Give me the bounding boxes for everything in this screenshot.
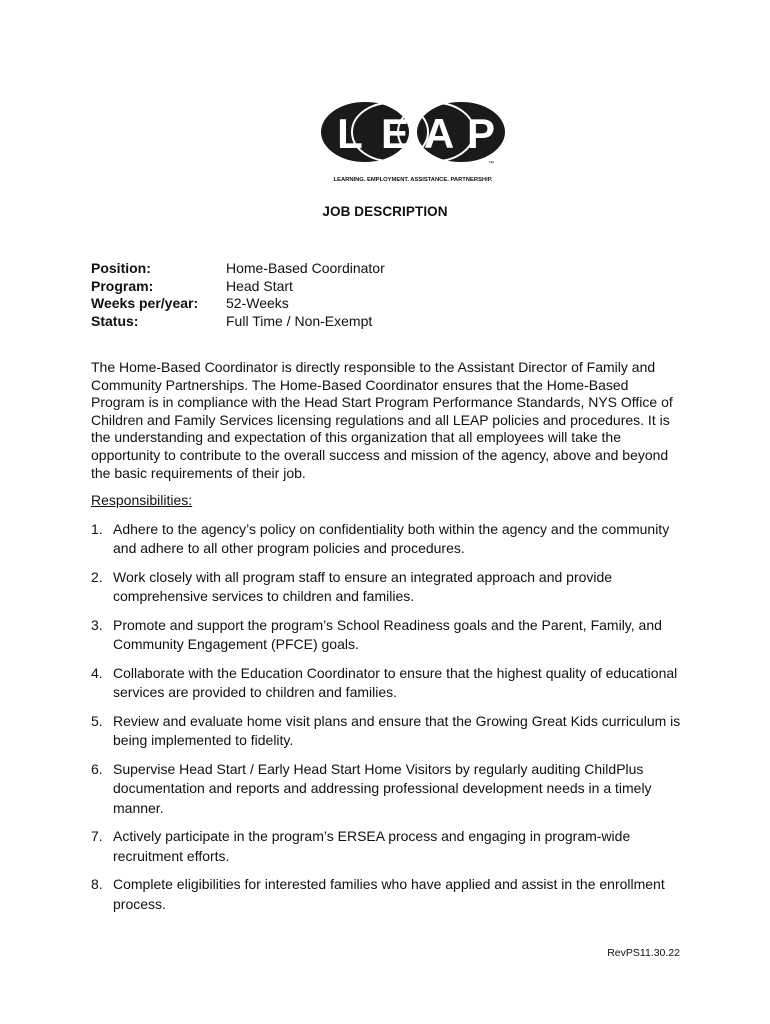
list-item bbox=[91, 712, 685, 751]
list-item-number: 8. bbox=[91, 876, 103, 893]
logo-letter-l: L bbox=[337, 110, 363, 157]
list-item bbox=[91, 760, 685, 818]
list-item-number: 5. bbox=[91, 713, 103, 729]
list-item-text: Complete eligibilities for interested families who have applied and assist in the enrollment process. bbox=[113, 876, 665, 912]
list-item bbox=[91, 568, 685, 607]
list-item-number: 1. bbox=[91, 521, 103, 537]
list-item bbox=[91, 664, 685, 703]
list-item-number: 3. bbox=[91, 617, 103, 633]
list-item-text: Review and evaluate home visit plans and ensure that the Growing Great Kids curriculum is being implemented to fidelity. bbox=[113, 713, 681, 749]
program-label: Program: bbox=[91, 277, 154, 294]
weeks-value: 52-Weeks bbox=[226, 295, 289, 312]
list-item-number: 2. bbox=[91, 569, 103, 585]
position-value: Home-Based Coordinator bbox=[226, 260, 385, 276]
logo-trademark: ™ bbox=[488, 161, 494, 167]
job-info-table bbox=[91, 260, 385, 331]
list-item bbox=[91, 875, 685, 914]
intro-paragraph: The Home-Based Coordinator is directly responsible to the Assistant Director of Family and Community Partnerships. The Home-Based Coordinator ensures that the Home-Based Program is in compliance with the Head Start Program Performance Standards, NYS Office of Children and Family Services licensing regulations and all LEAP policies and procedures. It is the understanding and expectation of this organization that all employees will take the opportunity to contribute to the overall success and mission of the agency, above and beyond the basic requirements of their job. bbox=[91, 359, 673, 481]
program-value: Head Start bbox=[226, 277, 293, 294]
info-row-position bbox=[91, 260, 385, 278]
list-item bbox=[91, 616, 685, 655]
logo-letter-p: P bbox=[466, 110, 496, 157]
list-item-text: Actively participate in the program’s ERSEA process and engaging in program-wide recruitment efforts. bbox=[113, 828, 631, 864]
list-item-text: Adhere to the agency’s policy on confidentiality both within the agency and the community and adhere to all other program policies and procedures. bbox=[113, 521, 670, 557]
page-title: JOB DESCRIPTION bbox=[322, 204, 448, 219]
list-item-number: 6. bbox=[91, 761, 103, 777]
info-row-status bbox=[91, 313, 385, 331]
logo-letter-a: A bbox=[423, 110, 455, 157]
leap-logo bbox=[318, 101, 508, 185]
list-item-text: Work closely with all program staff to ensure an integrated approach and provide comprehensive services to children and families. bbox=[113, 569, 613, 605]
list-item bbox=[91, 520, 685, 559]
info-row-program bbox=[91, 278, 385, 296]
status-value: Full Time / Non-Exempt bbox=[226, 313, 373, 330]
info-row-weeks bbox=[91, 295, 385, 313]
logo-tagline: LEARNING. EMPLOYMENT. ASSISTANCE. PARTNERSHIP. bbox=[333, 177, 493, 183]
revision-code: RevPS11.30.22 bbox=[607, 947, 680, 959]
position-label: Position: bbox=[91, 260, 151, 276]
list-item-text: Supervise Head Start / Early Head Start Home Visitors by regularly auditing ChildPlus documentation and reports and addressing professional development needs in a timely manner. bbox=[113, 761, 652, 816]
list-item-text: Promote and support the program’s School Readiness goals and the Parent, Family, and Community Engagement (PFCE) goals. bbox=[113, 617, 662, 653]
responsibilities-heading: Responsibilities: bbox=[91, 492, 193, 508]
list-item-text: Collaborate with the Education Coordinator to ensure that the highest quality of educational services are provided to children and families. bbox=[113, 665, 678, 701]
responsibilities-list bbox=[91, 520, 685, 923]
list-item-number: 4. bbox=[91, 665, 103, 681]
list-item-number: 7. bbox=[91, 828, 103, 845]
list-item bbox=[91, 827, 685, 866]
status-label: Status: bbox=[91, 313, 139, 330]
logo-letter-e: E bbox=[380, 110, 410, 157]
weeks-label: Weeks per/year: bbox=[91, 295, 199, 312]
